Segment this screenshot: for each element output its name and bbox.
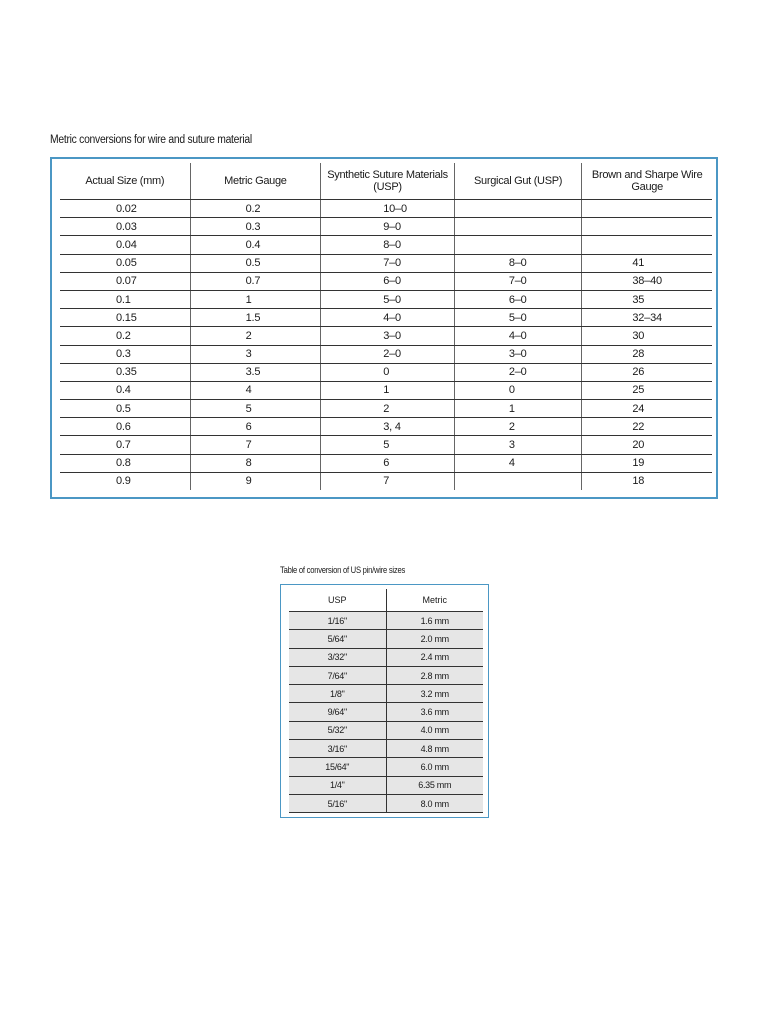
table-cell: 2 bbox=[454, 418, 582, 436]
table-cell: 2.8 mm bbox=[386, 666, 483, 684]
table-cell: 0.4 bbox=[60, 381, 190, 399]
table-cell: 1/8" bbox=[289, 685, 386, 703]
table-cell: 19 bbox=[582, 454, 712, 472]
table-row bbox=[60, 218, 712, 236]
table-cell: 20 bbox=[582, 436, 712, 454]
table-row bbox=[60, 381, 712, 399]
table-cell: 5 bbox=[321, 436, 455, 454]
table-cell: 5–0 bbox=[321, 290, 455, 308]
table-cell: 6.0 mm bbox=[386, 758, 483, 776]
table-cell: 3.6 mm bbox=[386, 703, 483, 721]
table-row bbox=[289, 648, 483, 666]
table-cell: 5/32" bbox=[289, 721, 386, 739]
table-cell: 8–0 bbox=[321, 236, 455, 254]
table-row bbox=[60, 200, 712, 218]
table-cell: 10–0 bbox=[321, 200, 455, 218]
table-cell: 6 bbox=[321, 454, 455, 472]
table-row bbox=[60, 400, 712, 418]
table-cell: 2.4 mm bbox=[386, 648, 483, 666]
table-cell: 0.15 bbox=[60, 309, 190, 327]
metric-conversion-caption: Metric conversions for wire and suture material bbox=[50, 134, 252, 146]
table-row bbox=[289, 740, 483, 758]
us-pin-wire-table-frame bbox=[280, 584, 489, 818]
table-cell: 2–0 bbox=[454, 363, 582, 381]
table-row bbox=[60, 436, 712, 454]
table-cell: 4.8 mm bbox=[386, 740, 483, 758]
table-cell: 5/64" bbox=[289, 630, 386, 648]
header-synthetic-suture: Synthetic Suture Materials (USP) bbox=[321, 163, 455, 200]
us-pin-wire-caption: Table of conversion of US pin/wire sizes bbox=[280, 565, 406, 575]
table-cell bbox=[454, 472, 582, 490]
table-row bbox=[289, 721, 483, 739]
table-cell bbox=[582, 236, 712, 254]
table-cell: 0 bbox=[454, 381, 582, 399]
table-header-row bbox=[60, 163, 712, 200]
table-cell: 0.04 bbox=[60, 236, 190, 254]
header-brown-sharpe: Brown and Sharpe Wire Gauge bbox=[582, 163, 712, 200]
table-row bbox=[289, 630, 483, 648]
table-cell: 32–34 bbox=[582, 309, 712, 327]
table-cell: 3/16" bbox=[289, 740, 386, 758]
table-cell: 8 bbox=[190, 454, 321, 472]
table-cell: 7 bbox=[321, 472, 455, 490]
table-row bbox=[289, 794, 483, 812]
table-cell bbox=[582, 218, 712, 236]
table-cell: 0.3 bbox=[60, 345, 190, 363]
table-cell: 3, 4 bbox=[321, 418, 455, 436]
table-row bbox=[289, 685, 483, 703]
table-cell: 7–0 bbox=[454, 272, 582, 290]
table-cell: 5/16" bbox=[289, 794, 386, 812]
table-cell: 8–0 bbox=[454, 254, 582, 272]
table-row bbox=[60, 327, 712, 345]
table-row bbox=[289, 666, 483, 684]
table-cell: 18 bbox=[582, 472, 712, 490]
table-cell: 6–0 bbox=[321, 272, 455, 290]
table-cell: 9 bbox=[190, 472, 321, 490]
metric-conversion-table bbox=[60, 163, 712, 490]
table-cell: 7 bbox=[190, 436, 321, 454]
table-cell: 0.2 bbox=[60, 327, 190, 345]
table-cell: 1 bbox=[454, 400, 582, 418]
table-cell: 3–0 bbox=[454, 345, 582, 363]
table-cell: 1.5 bbox=[190, 309, 321, 327]
table-row bbox=[60, 454, 712, 472]
table-cell: 2.0 mm bbox=[386, 630, 483, 648]
table-cell: 3–0 bbox=[321, 327, 455, 345]
table-cell: 28 bbox=[582, 345, 712, 363]
table-cell: 3.2 mm bbox=[386, 685, 483, 703]
table-cell bbox=[582, 200, 712, 218]
table-cell: 0.2 bbox=[190, 200, 321, 218]
table-cell: 0.5 bbox=[190, 254, 321, 272]
table-header-row bbox=[289, 589, 483, 612]
metric-conversion-table-frame bbox=[50, 157, 718, 499]
table-cell: 4 bbox=[454, 454, 582, 472]
table-cell: 15/64" bbox=[289, 758, 386, 776]
table-cell: 2–0 bbox=[321, 345, 455, 363]
table-cell: 0.9 bbox=[116, 475, 131, 488]
table-cell: 26 bbox=[582, 363, 712, 381]
table-row bbox=[60, 363, 712, 381]
table-row bbox=[289, 776, 483, 794]
header-metric-gauge: Metric Gauge bbox=[190, 163, 321, 200]
table-cell: 7–0 bbox=[321, 254, 455, 272]
table-cell: 25 bbox=[582, 381, 712, 399]
table-row bbox=[60, 254, 712, 272]
table-cell: 4 bbox=[190, 381, 321, 399]
header-surgical-gut: Surgical Gut (USP) bbox=[454, 163, 582, 200]
table-cell: 5–0 bbox=[454, 309, 582, 327]
table-cell: 0.8 bbox=[60, 454, 190, 472]
table-cell: 0.07 bbox=[60, 272, 190, 290]
table-cell: 5 bbox=[190, 400, 321, 418]
table-cell: 3 bbox=[190, 345, 321, 363]
table-cell: 6.35 mm bbox=[386, 776, 483, 794]
table-cell: 2 bbox=[190, 327, 321, 345]
table-cell: 1/16" bbox=[289, 612, 386, 630]
table-cell: 9–0 bbox=[321, 218, 455, 236]
table-cell: 6 bbox=[190, 418, 321, 436]
table-row bbox=[60, 236, 712, 254]
table-row bbox=[289, 758, 483, 776]
table-cell bbox=[454, 218, 582, 236]
table-cell: 0.3 bbox=[190, 218, 321, 236]
table-cell: 0.5 bbox=[60, 400, 190, 418]
table-row bbox=[289, 612, 483, 630]
table-cell: 3.5 bbox=[190, 363, 321, 381]
table-cell bbox=[454, 236, 582, 254]
table-cell: 0 bbox=[321, 363, 455, 381]
header-actual-size: Actual Size (mm) bbox=[60, 163, 190, 200]
table-cell: 0.7 bbox=[190, 272, 321, 290]
table-cell: 0.4 bbox=[190, 236, 321, 254]
table-cell: 7/64" bbox=[289, 666, 386, 684]
table-cell: 6–0 bbox=[454, 290, 582, 308]
table-cell: 3 bbox=[454, 436, 582, 454]
table-cell: 24 bbox=[582, 400, 712, 418]
table-row bbox=[60, 272, 712, 290]
table-cell: 1/4" bbox=[289, 776, 386, 794]
header-usp: USP bbox=[289, 589, 386, 612]
us-pin-wire-table bbox=[289, 589, 483, 813]
table-row bbox=[60, 345, 712, 363]
table-cell: 0.02 bbox=[60, 200, 190, 218]
table-row bbox=[60, 290, 712, 308]
table-cell: 0.35 bbox=[60, 363, 190, 381]
table-cell: 35 bbox=[582, 290, 712, 308]
table-cell: 4–0 bbox=[454, 327, 582, 345]
header-metric: Metric bbox=[386, 589, 483, 612]
table-row bbox=[60, 309, 712, 327]
table-row bbox=[60, 472, 712, 490]
table-cell: 1 bbox=[190, 290, 321, 308]
table-cell: 2 bbox=[321, 400, 455, 418]
table-cell: 0.7 bbox=[60, 436, 190, 454]
table-cell: 41 bbox=[582, 254, 712, 272]
table-row bbox=[289, 703, 483, 721]
table-cell: 22 bbox=[582, 418, 712, 436]
table-cell: 0.6 bbox=[60, 418, 190, 436]
table-cell: 4–0 bbox=[321, 309, 455, 327]
table-cell: 3/32" bbox=[289, 648, 386, 666]
table-cell bbox=[454, 200, 582, 218]
table-cell: 0.1 bbox=[60, 290, 190, 308]
table-cell: 4.0 mm bbox=[386, 721, 483, 739]
table-cell: 0.05 bbox=[60, 254, 190, 272]
table-row bbox=[60, 418, 712, 436]
table-cell: 30 bbox=[582, 327, 712, 345]
table-cell: 8.0 mm bbox=[386, 794, 483, 812]
table-cell: 9/64" bbox=[289, 703, 386, 721]
table-cell: 1.6 mm bbox=[386, 612, 483, 630]
table-cell: 0.03 bbox=[60, 218, 190, 236]
table-cell: 38–40 bbox=[582, 272, 712, 290]
table-cell: 1 bbox=[321, 381, 455, 399]
